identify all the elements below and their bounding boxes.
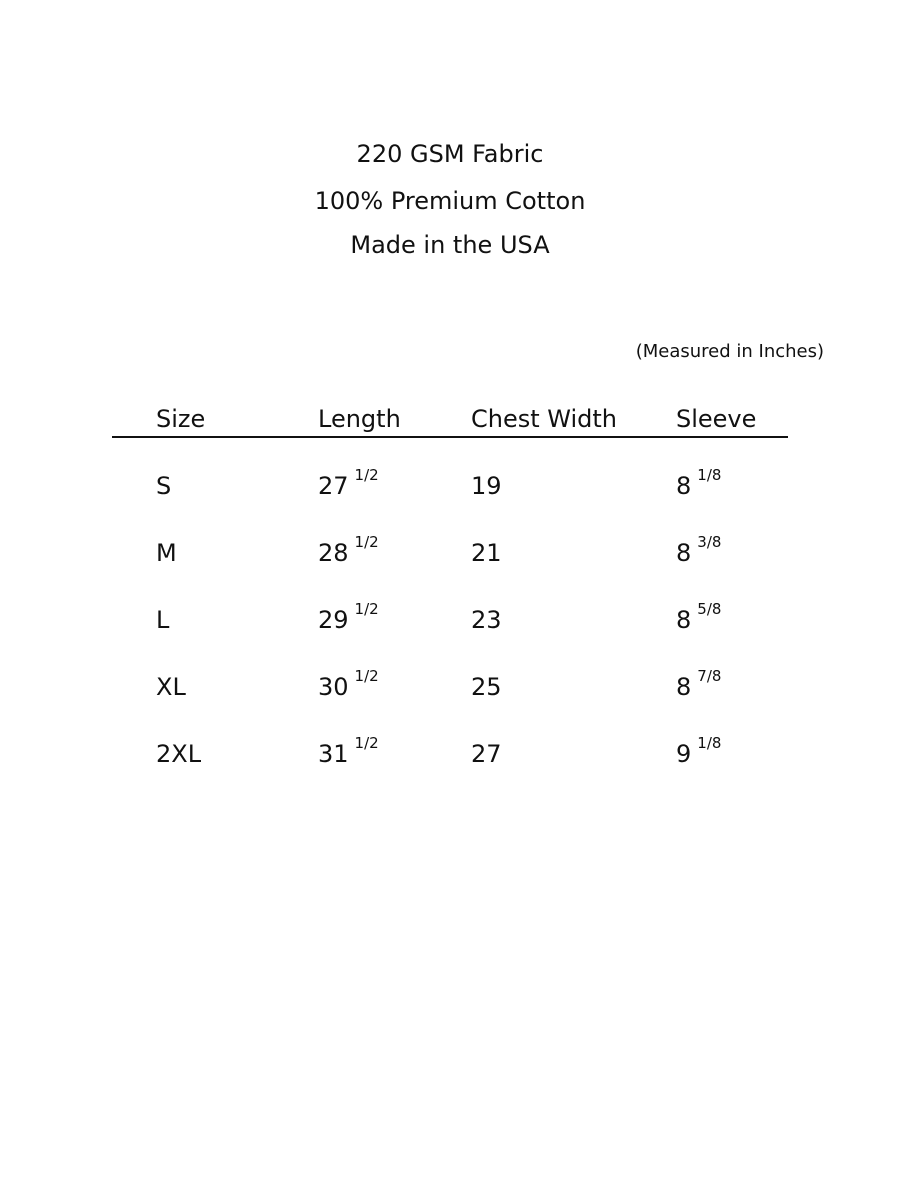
material-text: 100% Premium Cotton	[314, 187, 586, 215]
length-cell: 31 $^{1/2}$	[318, 734, 379, 768]
chest-cell: 21	[471, 539, 502, 567]
sleeve-fraction: 5/8	[697, 600, 722, 618]
sleeve-cell: 8 $^{7/8}$	[676, 667, 722, 701]
header-chest-width: Chest Width	[471, 405, 618, 433]
sleeve-fraction: 3/8	[697, 533, 722, 551]
length-fraction: 1/2	[354, 600, 379, 618]
table-row	[0, 665, 900, 705]
sleeve-fraction: 1/8	[697, 734, 722, 752]
chest-cell: 23	[471, 606, 502, 634]
size-cell: L	[156, 606, 170, 634]
origin-text: Made in the USA	[350, 231, 550, 259]
size-cell: S	[156, 472, 172, 500]
length-fraction: 1/2	[354, 533, 379, 551]
size-cell: XL	[156, 673, 186, 701]
fabric-weight-text: 220 GSM Fabric	[356, 140, 544, 168]
chest-cell: 27	[471, 740, 502, 768]
length-fraction: 1/2	[354, 466, 379, 484]
measurement-unit-note: (Measured in Inches)	[635, 341, 824, 362]
chest-cell: 25	[471, 673, 502, 701]
header-length: Length	[318, 405, 401, 433]
sleeve-fraction: 7/8	[697, 667, 722, 685]
length-cell: 30 $^{1/2}$	[318, 667, 379, 701]
header-divider	[112, 436, 788, 438]
sleeve-cell: 8 $^{5/8}$	[676, 600, 722, 634]
chest-cell: 19	[471, 472, 502, 500]
size-cell: 2XL	[156, 740, 202, 768]
header-size: Size	[156, 405, 206, 433]
length-cell: 28 $^{1/2}$	[318, 533, 379, 567]
table-row	[0, 464, 900, 504]
length-fraction: 1/2	[354, 734, 379, 752]
sleeve-cell: 9 $^{1/8}$	[676, 734, 722, 768]
length-cell: 27 $^{1/2}$	[318, 466, 379, 500]
size-cell: M	[156, 539, 177, 567]
table-row	[0, 598, 900, 638]
sleeve-fraction: 1/8	[697, 466, 722, 484]
header-sleeve: Sleeve	[676, 405, 757, 433]
table-row	[0, 531, 900, 571]
length-fraction: 1/2	[354, 667, 379, 685]
sleeve-cell: 8 $^{3/8}$	[676, 533, 722, 567]
length-cell: 29 $^{1/2}$	[318, 600, 379, 634]
sleeve-cell: 8 $^{1/8}$	[676, 466, 722, 500]
table-row	[0, 732, 900, 772]
